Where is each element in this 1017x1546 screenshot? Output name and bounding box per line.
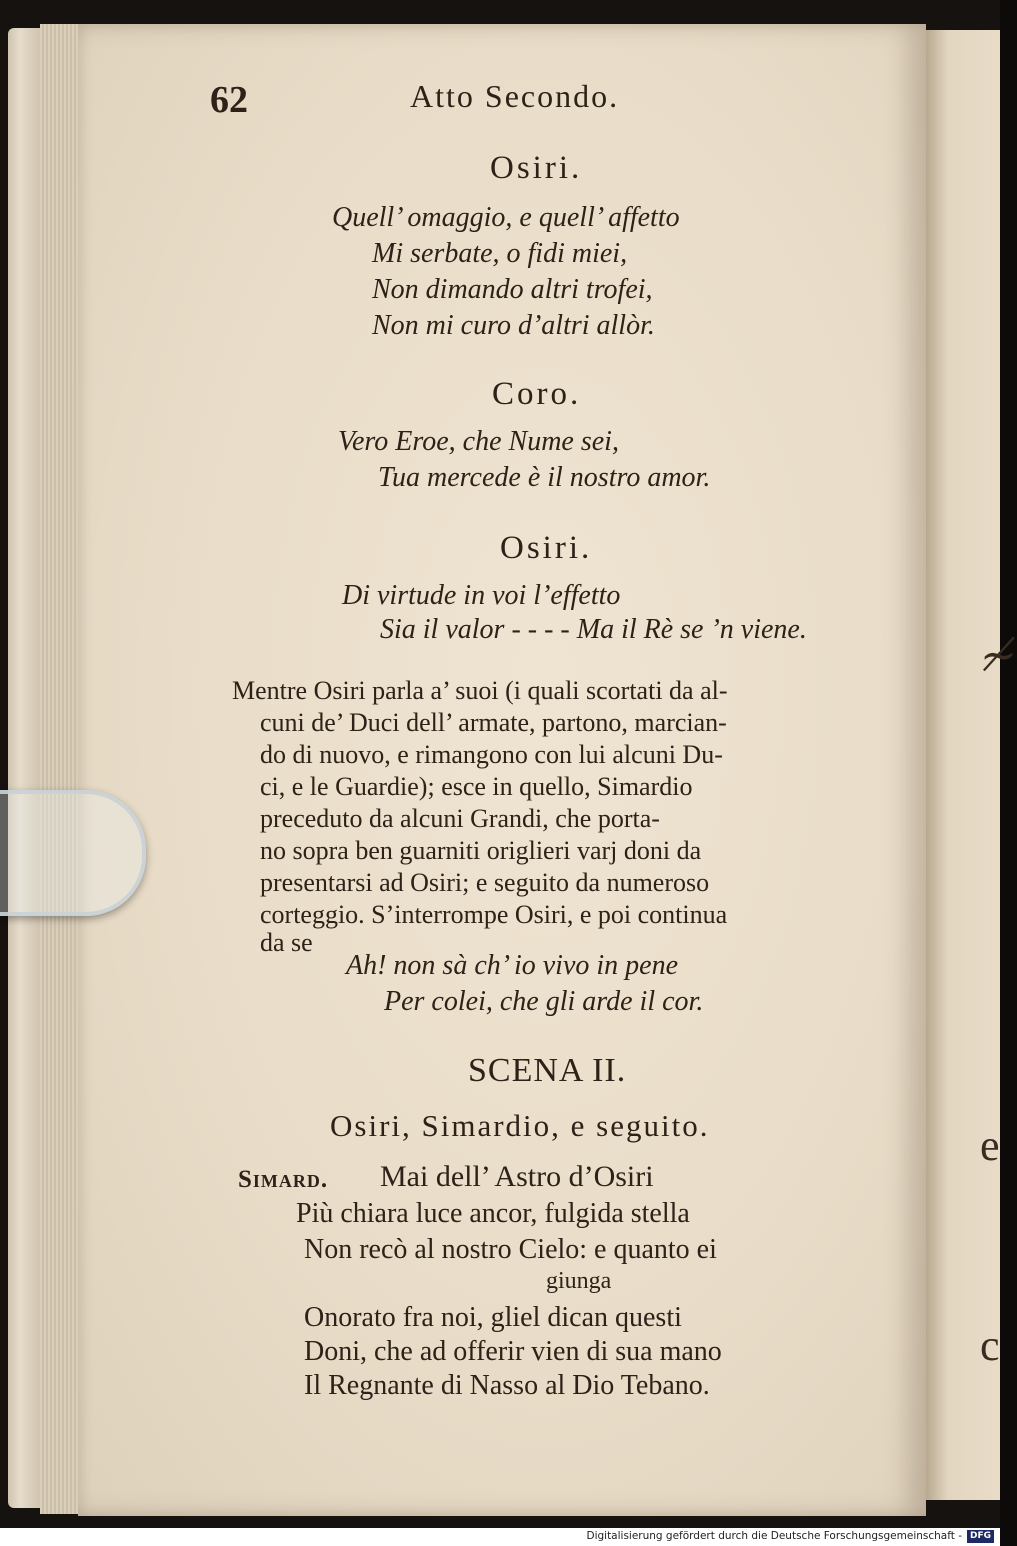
stage-direction-line: da se: [260, 928, 313, 957]
verse-line: Quell’ omaggio, e quell’ affetto: [332, 202, 680, 233]
dfg-logo: DFG: [967, 1530, 994, 1543]
stage-direction-line: do di nuovo, e rimangono con lui alcuni Du-: [260, 740, 723, 769]
running-title: Atto Secondo.: [410, 78, 620, 114]
speaker-name: Coro.: [492, 376, 582, 412]
scene-cast: Osiri, Simardio, e seguito.: [330, 1108, 710, 1143]
page-number: 62: [210, 79, 248, 121]
stage-direction-line: Mentre Osiri parla a’ suoi (i quali scortati da al-: [232, 676, 728, 705]
stage-direction-line: cuni de’ Duci dell’ armate, partono, marcian-: [260, 708, 727, 737]
facing-page: [926, 30, 1000, 1500]
facing-page-glyph: ≁: [980, 631, 1017, 680]
verse-line: Non dimando altri trofei,: [372, 274, 653, 305]
stage-direction-line: no sopra ben guarniti origlieri varj doni da: [260, 836, 702, 865]
stage-direction-line: corteggio. S’interrompe Osiri, e poi continua: [260, 900, 728, 929]
speaker-name: Osiri.: [490, 150, 583, 186]
speech-line: Non recò al nostro Cielo: e quanto ei: [304, 1234, 717, 1265]
verse-line: Di virtude in voi l’effetto: [342, 580, 621, 611]
stage-direction-line: presentarsi ad Osiri; e seguito da numeroso: [260, 868, 710, 897]
stage-direction-line: preceduto da alcuni Grandi, che porta-: [260, 804, 660, 833]
speech-line: Mai dell’ Astro d’Osiri: [380, 1160, 654, 1193]
speech-line: Il Regnante di Nasso al Dio Tebano.: [304, 1370, 710, 1401]
speech-line: Doni, che ad offerir vien di sua mano: [304, 1336, 722, 1367]
verse-line: Sia il valor - - - - Ma il Rè se ’n viene.: [380, 614, 807, 645]
facing-page-glyph: c: [980, 1321, 1000, 1370]
page-clip: [0, 790, 146, 916]
speech-line: Più chiara luce ancor, fulgida stella: [296, 1198, 690, 1229]
stage-direction-line: ci, e le Guardie); esce in quello, Simardio: [260, 772, 693, 801]
verse-line: Tua mercede è il nostro amor.: [378, 462, 711, 493]
speech-line: Onorato fra noi, gliel dican questi: [304, 1302, 682, 1333]
speaker-name: Osiri.: [500, 530, 593, 566]
footer-credit: Digitalisierung gefördert durch die Deutsche Forschungsgemeinschaft -: [586, 1530, 962, 1542]
speech-line: giunga: [546, 1268, 612, 1294]
scene-title: SCENA II.: [468, 1052, 627, 1089]
verse-line: Non mi curo d’altri allòr.: [372, 310, 655, 341]
facing-page-glyph: e: [980, 1121, 1000, 1170]
verse-line: Ah! non sà ch’ io vivo in pene: [346, 950, 679, 981]
role-name: Simard.: [238, 1166, 329, 1193]
verse-line: Vero Eroe, che Nume sei,: [338, 426, 619, 457]
verse-line: Per colei, che gli arde il cor.: [384, 986, 704, 1017]
verse-line: Mi serbate, o fidi miei,: [372, 238, 628, 269]
